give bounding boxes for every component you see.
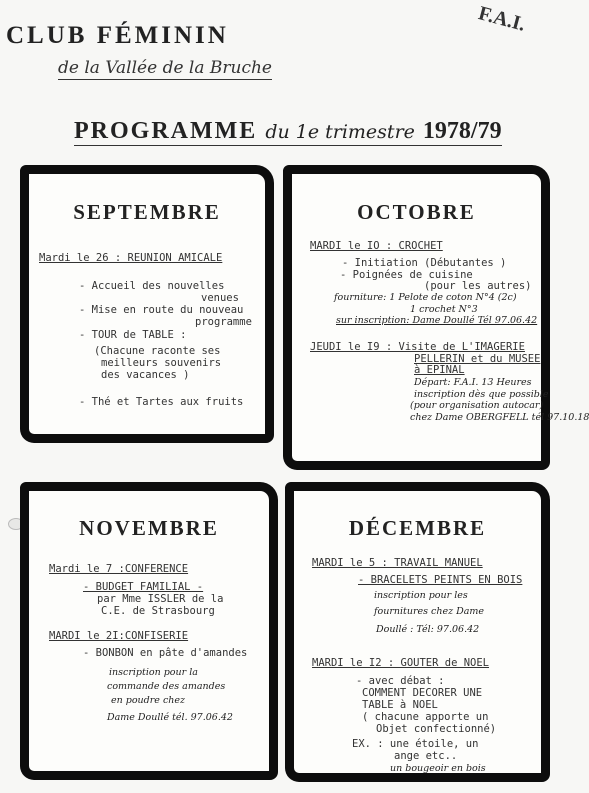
event-line: COMMENT DECORER UNE [362,687,483,699]
event-line: ( chacune apporte un [362,711,489,723]
handwritten-note: (pour organisation autocar) [410,400,544,411]
event-line: TABLE à NOEL [362,699,438,711]
handwritten-note: inscription dès que possible [414,389,549,400]
event-line: PELLERIN et du MUSEE [414,353,541,365]
handwritten-note: inscription pour les [374,590,468,601]
programme-word: PROGRAMME [74,118,258,144]
event-date: MARDI le 5 : TRAVAIL MANUEL [312,557,483,569]
handwritten-note: un bougeoir en bois [390,763,486,774]
club-title: CLUB FÉMININ [6,22,229,49]
event-line: meilleurs souvenirs [101,357,222,369]
handwritten-note: sur inscription: Dame Doullé Tél 97.06.42 [336,315,538,326]
event-line: - BRACELETS PEINTS EN BOIS [358,574,523,586]
event-line: - Poignées de cuisine [340,269,473,281]
handwritten-note: Dame Doullé tél. 97.06.42 [107,712,233,723]
event-line: programme [195,316,252,328]
handwritten-note: chez Dame OBERGFELL tél 97.10.18 [410,412,589,423]
handwritten-note: fournitures chez Dame [374,606,485,617]
panel-october [283,165,589,470]
handwritten-note: en poudre chez [111,695,186,706]
fai-mark: F.A.I. [476,2,528,36]
event-line: venues [201,292,239,304]
event-line: - Initiation (Débutantes ) [342,257,507,269]
panel-september [20,165,274,443]
event-line: par Mme ISSLER de la [97,593,224,605]
handwritten-note: Doullé : Tél: 97.06.42 [376,624,480,635]
month-title: DÉCEMBRE [348,516,487,540]
event-date: MARDI le 2I:CONFISERIE [49,630,189,642]
event-line: - Accueil des nouvelles [79,280,225,292]
event-line: C.E. de Strasbourg [101,605,215,617]
event-line: - BONBON en pâte d'amandes [83,647,248,659]
event-line: (Chacune raconte ses [94,345,221,357]
panel-december [285,482,550,782]
event-line: Objet confectionné) [376,723,497,735]
event-line: des vacances ) [101,369,190,381]
programme-heading [74,118,502,146]
programme-trimestre: du 1e trimestre [265,121,415,143]
event-date: MARDI le I2 : GOUTER de NOEL [312,657,490,669]
event-line: à EPINAL [414,364,465,376]
event-line: - avec débat : [356,675,445,687]
event-line: - BUDGET FAMILIAL - [83,581,204,593]
programme-year: 1978/79 [422,118,502,144]
event-line: - Thé et Tartes aux fruits [79,396,244,408]
handwritten-note: commande des amandes [107,681,226,692]
event-date: MARDI le IO : CROCHET [310,240,443,252]
event-line: EX. : une étoile, un [352,738,479,750]
month-title: OCTOBRE [357,200,476,224]
event-line: - TOUR de TABLE : [79,329,187,341]
handwritten-note: Départ: F.A.I. 13 Heures [414,377,532,388]
handwritten-note: 1 crochet N°3 [410,304,478,315]
event-date: Mardi le 26 : REUNION AMICALE [39,252,223,264]
handwritten-note: inscription pour la [109,667,198,678]
valley-subtitle: de la Vallée de la Bruche [58,58,272,78]
event-line: ange etc.. [394,750,458,762]
event-date: JEUDI le I9 : Visite de L'IMAGERIE [310,341,525,353]
month-title: NOVEMBRE [79,516,219,540]
event-line: - Mise en route du nouveau [79,304,244,316]
month-title: SEPTEMBRE [73,200,221,224]
event-date: Mardi le 7 :CONFERENCE [49,563,189,575]
panel-november [20,482,278,780]
event-line: (pour les autres) [424,280,532,292]
handwritten-note: fourniture: 1 Pelote de coton N°4 (2c) [334,292,517,303]
